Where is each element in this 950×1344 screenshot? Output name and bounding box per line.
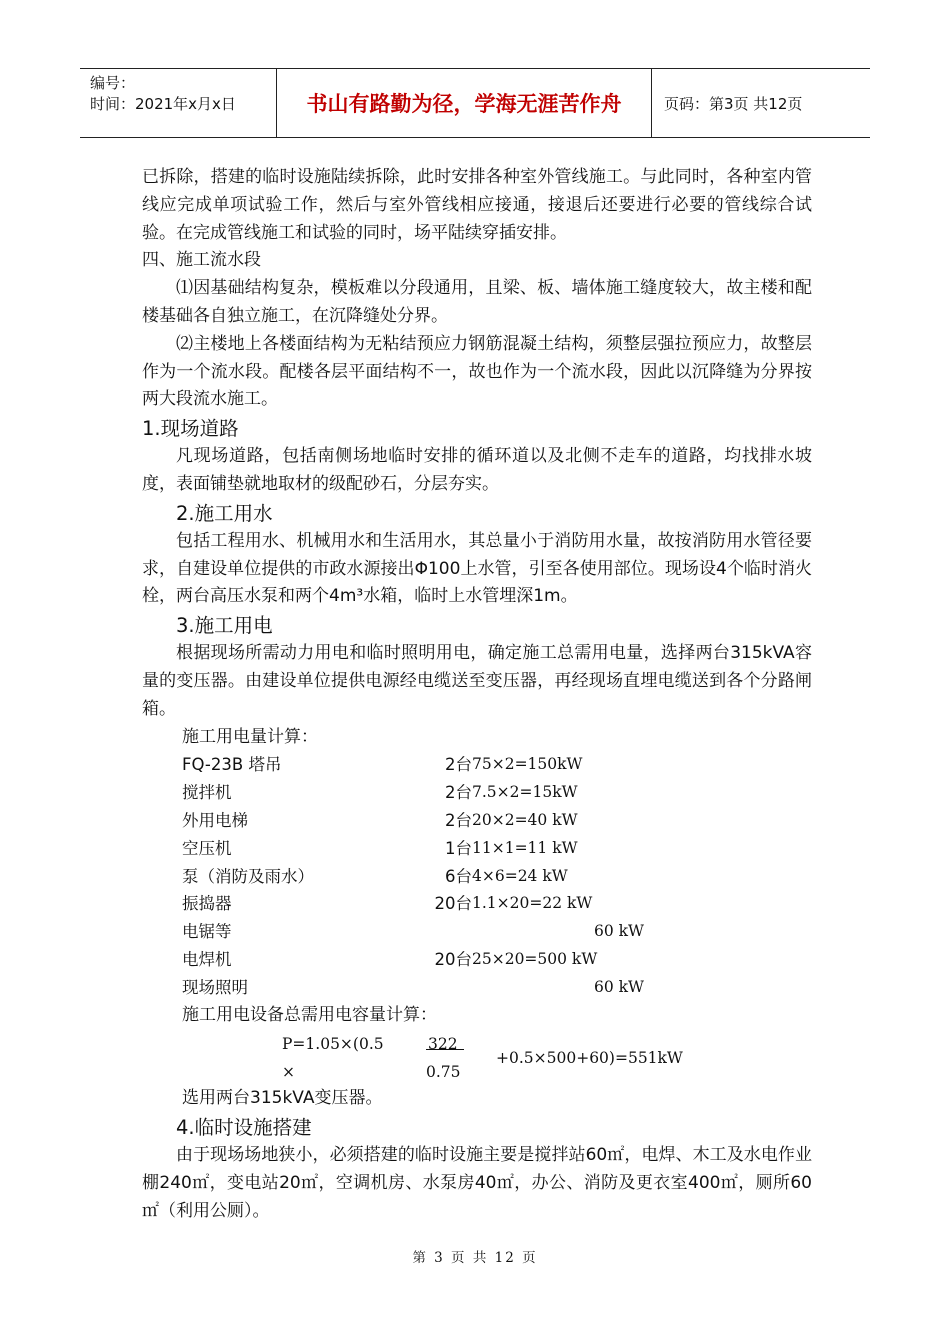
header-meta <box>80 69 277 137</box>
transformer-choice: 选用两台315kVA变压器。 <box>182 1088 383 1109</box>
equipment-qty: 2台 <box>445 783 472 803</box>
total-calc-title: 施工用电设备总需用电容量计算： <box>182 1004 437 1025</box>
paragraph-temp-facilities: 由于现场场地狭小，必须搭建的临时设施主要是搅拌站60㎡，电焊、木工及水电作业棚240㎡，变电站20㎡，空调机房、水泵房40㎡，办公、消防及更衣室400㎡，厕所60㎡（利用公厕）。 <box>142 1145 812 1221</box>
table-row <box>182 835 644 863</box>
equipment-power: 60 kW <box>594 922 644 941</box>
equipment-table <box>182 751 644 1001</box>
equipment-name: FQ-23B 塔吊 <box>182 755 282 775</box>
table-row <box>182 807 644 835</box>
header-motto: 书山有路勤为径，学海无涯苦作舟 <box>277 69 652 137</box>
page-footer: 第 3 页 共 12 页 <box>412 1250 538 1266</box>
table-row <box>182 974 644 1002</box>
equipment-name: 泵（消防及雨水） <box>182 866 314 886</box>
equipment-qty: 2台 <box>445 810 472 830</box>
fraction-line <box>426 1049 464 1050</box>
equipment-name: 电焊机 <box>182 949 232 969</box>
paragraph-power: 根据现场所需动力用电和临时照明用电，确定施工总需用电量，选择两台315kVA容量的变压器。由建设单位提供电源经电缆送至变压器，再经现场直埋电缆送到各个分路闸箱。 <box>142 643 812 719</box>
formula-part2: +0.5×500+60)=551kW <box>496 1049 683 1068</box>
equipment-power: 60 kW <box>594 977 644 996</box>
equipment-power: 4×6=24 kW <box>472 866 568 885</box>
header-page-info: 页码：第3页 共12页 <box>664 94 803 113</box>
document-number-label: 编号： <box>90 74 136 92</box>
equipment-name: 电锯等 <box>182 922 232 942</box>
equipment-qty: 2台 <box>445 755 472 775</box>
formula-times: × <box>282 1063 295 1082</box>
table-row <box>182 918 644 946</box>
equipment-qty: 20台 <box>434 949 472 969</box>
total-power-formula <box>142 1029 812 1085</box>
equipment-qty: 6台 <box>445 866 472 886</box>
formula-numerator: 322 <box>428 1035 458 1054</box>
table-row <box>182 863 644 891</box>
subheading-temp-facilities: 4.临时设施搭建 <box>176 1116 312 1140</box>
equipment-power: 1.1×20=22 kW <box>472 894 593 913</box>
equipment-name: 振捣器 <box>182 894 232 914</box>
subheading-power: 3.施工用电 <box>176 614 273 638</box>
equipment-name: 现场照明 <box>182 977 248 997</box>
equipment-power: 7.5×2=15kW <box>472 783 578 802</box>
document-date-label: 时间：2021年x月x日 <box>90 95 236 113</box>
equipment-name: 外用电梯 <box>182 810 248 830</box>
table-row <box>182 779 644 807</box>
power-calc-title: 施工用电量计算： <box>182 726 318 747</box>
document-body <box>142 164 812 1226</box>
paragraph-foundation: ⑴因基础结构复杂，模板难以分段通用，且梁、板、墙体施工缝度较大，故主楼和配楼基础各自独立施工，在沉降缝处分界。 <box>142 278 812 326</box>
equipment-power: 20×2=40 kW <box>472 810 578 829</box>
formula-denominator: 0.75 <box>426 1063 461 1082</box>
subheading-site-roads: 1.现场道路 <box>142 417 239 441</box>
equipment-power: 11×1=11 kW <box>472 838 578 857</box>
equipment-qty <box>382 974 472 1002</box>
paragraph-water: 包括工程用水、机械用水和生活用水，其总量小于消防用水量，故按消防用水管径要求，自建设单位提供的市政水源接出Φ100上水管，引至各使用部位。现场设4个临时消火栓，两台高压水泵和两个4m³水箱，临时上水管埋深1m。 <box>142 530 812 607</box>
table-row <box>182 751 644 779</box>
section-heading-4: 四、施工流水段 <box>142 250 261 271</box>
equipment-qty: 20台 <box>434 894 472 914</box>
equipment-power: 75×2=150kW <box>472 755 583 774</box>
paragraph-site-roads: 凡现场道路，包括南侧场地临时安排的循环道以及北侧不走车的道路，均找排水坡度，表面铺垫就地取材的级配砂石，分层夯实。 <box>142 446 812 494</box>
equipment-name: 搅拌机 <box>182 783 232 803</box>
paragraph-continued: 已拆除，搭建的临时设施陆续拆除，此时安排各种室外管线施工。与此同时，各种室内管线应完成单项试验工作，然后与室外管线相应接通，接退后还要进行必要的管线综合试验。在完成管线施工和试验的同时，场平陆续穿插安排。 <box>142 167 812 243</box>
equipment-power: 25×20=500 kW <box>472 949 598 968</box>
formula-part1: P=1.05×(0.5 <box>282 1035 384 1054</box>
paragraph-superstructure: ⑵主楼地上各楼面结构为无粘结预应力钢筋混凝土结构，须整层强拉预应力，故整层作为一个流水段。配楼各层平面结构不一，故也作为一个流水段，因此以沉降缝为分界按两大段流水施工。 <box>142 333 812 410</box>
equipment-qty: 1台 <box>445 838 472 858</box>
page-header <box>80 68 870 138</box>
table-row <box>182 946 644 974</box>
equipment-qty <box>382 918 472 946</box>
table-row <box>182 890 644 918</box>
subheading-water: 2.施工用水 <box>176 501 273 525</box>
equipment-name: 空压机 <box>182 838 232 858</box>
